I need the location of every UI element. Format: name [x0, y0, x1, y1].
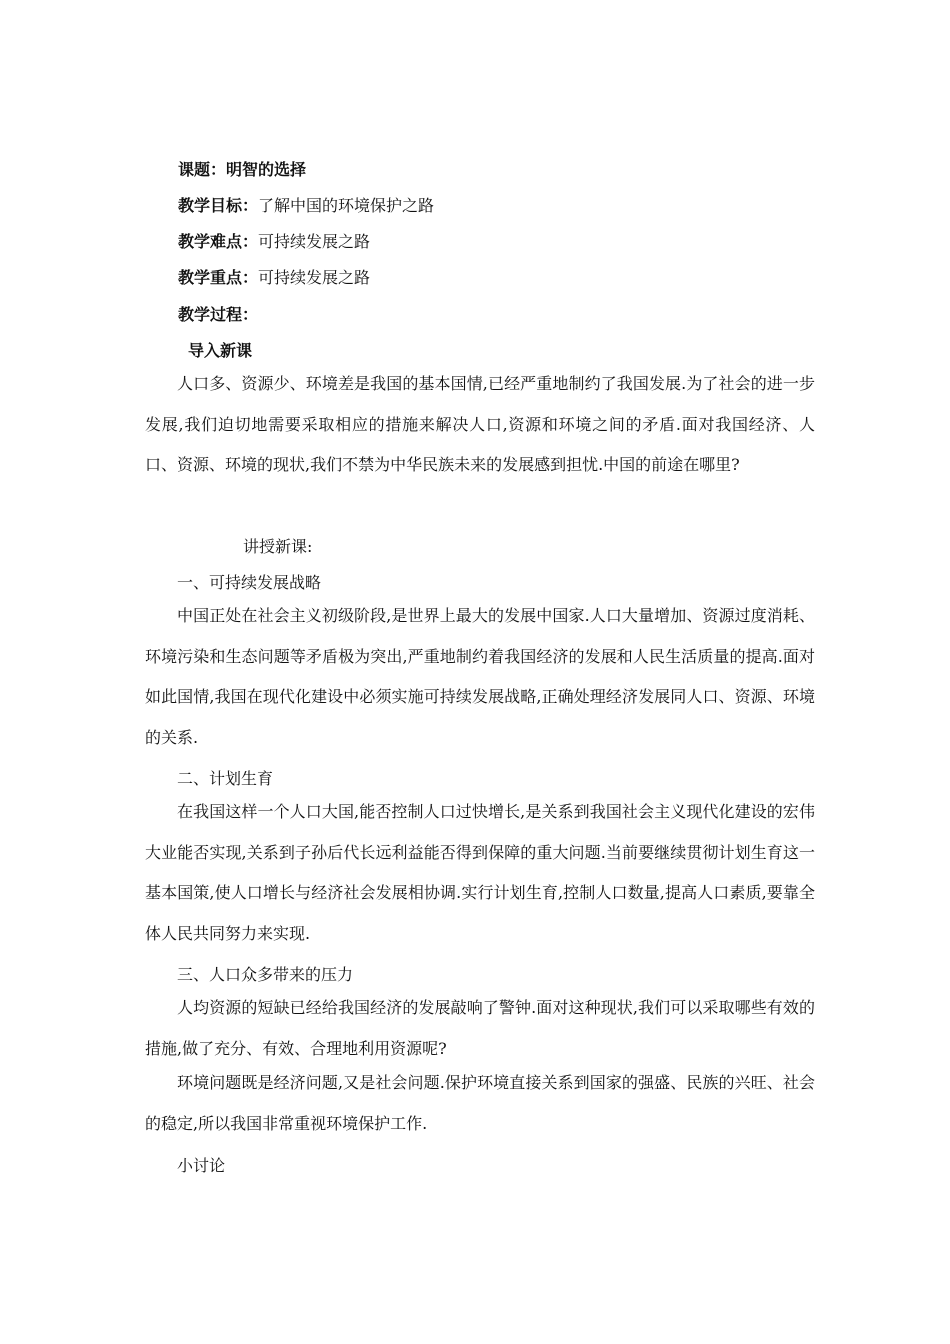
goal-line — [178, 195, 434, 217]
process-line — [178, 304, 258, 326]
focus-value: 可持续发展之路 — [258, 268, 371, 287]
lecture-heading: 讲授新课: — [243, 537, 313, 556]
discussion-heading: 小讨论 — [177, 1156, 226, 1175]
focus-line — [178, 267, 370, 289]
topic-value: 明智的选择 — [226, 160, 307, 179]
section1-title: 一、可持续发展战略 — [177, 573, 322, 592]
section3-paragraph: 人均资源的短缺已经给我国经济的发展敲响了警钟.面对这种现状,我们可以采取哪些有效的措施,做了充分、有效、合理地利用资源呢? — [145, 998, 815, 1058]
intro-paragraph: 人口多、资源少、环境差是我国的基本国情,已经严重地制约了我国发展.为了社会的进一步发展,我们迫切地需要采取相应的措施来解决人口,资源和环境之间的矛盾.面对我国经济、人口、资源、环境的现状,我们不禁为中华民族未来的发展感到担忧.中国的前途在哪里? — [145, 374, 815, 474]
focus-label: 教学重点： — [178, 268, 259, 287]
section3-paragraph-2: 环境问题既是经济问题,又是社会问题.保护环境直接关系到国家的强盛、民族的兴旺、社会的稳定,所以我国非常重视环境保护工作. — [145, 1073, 815, 1133]
intro-heading: 导入新课 — [188, 341, 253, 360]
topic-line — [178, 159, 306, 181]
difficulty-line — [178, 231, 370, 253]
goal-label: 教学目标： — [178, 196, 259, 215]
section2-title: 二、计划生育 — [177, 769, 274, 788]
topic-label: 课题： — [178, 160, 227, 179]
section3-title: 三、人口众多带来的压力 — [177, 965, 354, 984]
difficulty-label: 教学难点： — [178, 232, 259, 251]
section1-paragraph: 中国正处在社会主义初级阶段,是世界上最大的发展中国家.人口大量增加、资源过度消耗、环境污染和生态问题等矛盾极为突出,严重地制约着我国经济的发展和人民生活质量的提高.面对如此国情,我国在现代化建设中必须实施可持续发展战略,正确处理经济发展同人口、资源、环境的关系. — [145, 606, 815, 747]
difficulty-value: 可持续发展之路 — [258, 232, 371, 251]
process-label: 教学过程： — [178, 305, 259, 324]
section2-paragraph: 在我国这样一个人口大国,能否控制人口过快增长,是关系到我国社会主义现代化建设的宏伟大业能否实现,关系到子孙后代长远利益能否得到保障的重大问题.当前要继续贯彻计划生育这一基本国策,使人口增长与经济社会发展相协调.实行计划生育,控制人口数量,提高人口素质,要靠全体人民共同努力来实现. — [145, 802, 815, 943]
goal-value: 了解中国的环境保护之路 — [258, 196, 435, 215]
